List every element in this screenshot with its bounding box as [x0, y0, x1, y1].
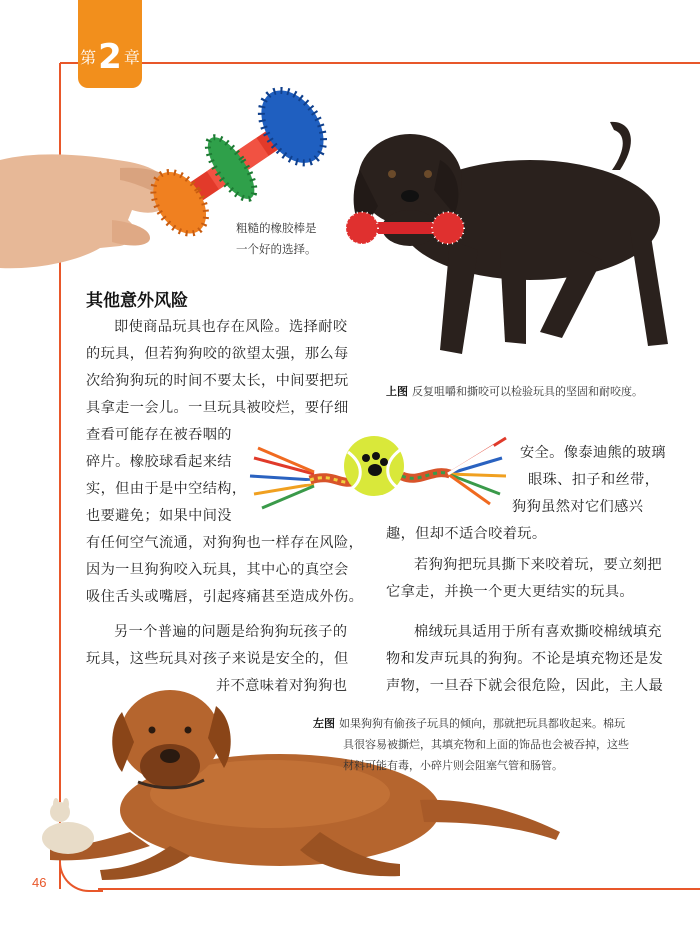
chapter-suffix: 章 — [123, 48, 140, 67]
paragraph-line: 具拿走一会儿。一旦玩具被咬烂，要仔细 — [86, 400, 349, 416]
paragraph-line: 吸住舌头或嘴唇，引起疼痛甚至造成外伤。 — [86, 589, 364, 605]
paragraph-line: 棉绒玩具适用于所有喜欢撕咬棉绒填充 — [414, 624, 662, 640]
left-image-caption — [313, 713, 629, 776]
paragraph-line: 玩具，这些玩具对孩子来说是安全的，但 — [86, 651, 349, 667]
paragraph-line: 趣，但却不适合咬着玩。 — [386, 526, 547, 542]
paragraph-line: 实，但由于是中空结构， — [86, 481, 247, 497]
right-paragraph-2 — [386, 552, 686, 606]
right-paragraph-1 — [386, 440, 686, 548]
black-dog-chewing-toy-image — [330, 110, 690, 380]
left-caption-label: 左图 — [313, 717, 335, 730]
paragraph-line: 物和发声玩具的狗狗。不论是填充物还是发 — [386, 651, 664, 667]
top-image-caption — [386, 381, 643, 402]
section-heading: 其他意外风险 — [86, 291, 188, 311]
paragraph-line: 它拿走，并换一个更大更结实的玩具。 — [386, 584, 634, 600]
paragraph-line: 也要避免；如果中间没 — [86, 508, 232, 524]
paragraph-line: 即使商品玩具也存在风险。选择耐咬 — [114, 319, 348, 335]
page-number: 46 — [32, 875, 47, 890]
top-caption-text: 反复咀嚼和撕咬可以检验玩具的坚固和耐咬度。 — [412, 385, 643, 398]
paragraph-line: 若狗狗把玩具撕下来咬着玩，要立刻把 — [414, 557, 662, 573]
toy-caption-line: 粗糙的橡胶棒是 — [236, 221, 317, 235]
left-caption-line: 具很容易被撕烂，其填充物和上面的饰品也会被吞掉，这些 — [343, 738, 629, 751]
paragraph-line: 安全。像泰迪熊的玻璃 — [520, 445, 666, 461]
toy-caption-line: 一个好的选择。 — [236, 242, 317, 256]
paragraph-line: 声物，一旦吞下就会很危险，因此，主人最 — [386, 678, 664, 694]
paragraph-line: 眼珠、扣子和丝带， — [528, 472, 660, 488]
paragraph-line: 另一个普遍的问题是给狗狗玩孩子的 — [114, 624, 348, 640]
paragraph-line: 次给狗狗玩的时间不要太长，中间要把玩 — [86, 373, 349, 389]
left-caption-line: 如果狗狗有偷孩子玩具的倾向，那就把玩具都收起来。棉玩 — [339, 717, 625, 730]
paragraph-line: 并不意味着对狗狗也 — [216, 678, 348, 694]
chapter-prefix: 第 — [80, 48, 97, 67]
lying-brown-dog-image — [20, 682, 580, 882]
paragraph-line: 查看可能存在被吞咽的 — [86, 427, 232, 443]
chapter-number: 2 — [98, 37, 122, 77]
paragraph-line: 因为一旦狗狗咬入玩具，其中心的真空会 — [86, 562, 349, 578]
frame-bottom-line — [98, 888, 700, 890]
top-caption-label: 上图 — [386, 385, 408, 398]
paragraph-line: 的玩具，但若狗狗咬的欲望太强，那么每 — [86, 346, 349, 362]
frame-top-line — [60, 62, 700, 64]
left-caption-line: 材料可能有毒，小碎片则会阻塞气管和肠管。 — [343, 759, 563, 772]
paragraph-line: 有任何空气流通，对狗狗也一样存在风险， — [86, 535, 364, 551]
paragraph-line: 狗狗虽然对它们感兴 — [512, 499, 644, 515]
paragraph-line: 碎片。橡胶球看起来结 — [86, 454, 232, 470]
toy-caption — [236, 218, 317, 260]
